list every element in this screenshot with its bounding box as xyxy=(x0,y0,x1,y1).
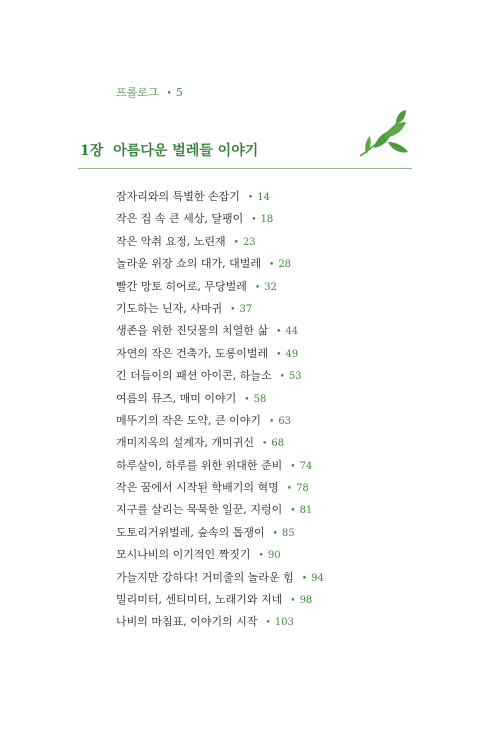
entry-title: 하루살이, 하루를 위한 위대한 준비 xyxy=(116,458,283,472)
bullet-separator: • xyxy=(265,618,271,629)
bullet-separator: • xyxy=(276,327,282,338)
chapter-divider xyxy=(78,168,412,169)
entry-page: 103 xyxy=(274,617,294,629)
entry-title: 도토리거위벌레, 숲속의 톱쟁이 xyxy=(116,525,265,539)
entry-page: 18 xyxy=(260,214,274,226)
bullet-separator: • xyxy=(262,439,268,450)
entry-title: 잠자리와의 특별한 손잡기 xyxy=(116,190,240,203)
entry-page: 63 xyxy=(278,415,292,427)
entry-title: 여름의 뮤즈, 매미 이야기 xyxy=(116,391,237,405)
bullet-separator: • xyxy=(286,484,293,495)
entry-title: 나비의 마침표, 이야기의 시작 xyxy=(116,615,258,629)
entry-page: 90 xyxy=(267,550,281,562)
prologue-entry[interactable] xyxy=(116,84,183,100)
chapter-title: 아름다운 벌레들 이야기 xyxy=(113,143,259,159)
bullet-separator: • xyxy=(269,260,275,271)
entry-page: 74 xyxy=(299,460,313,472)
toc-entry[interactable] xyxy=(116,320,324,342)
bullet-separator: • xyxy=(290,461,296,472)
toc-entry[interactable] xyxy=(116,611,324,633)
bullet-separator: • xyxy=(251,215,257,226)
toc-entry[interactable] xyxy=(116,253,324,275)
entry-page: 28 xyxy=(278,259,292,271)
entry-title: 기도하는 닌자, 사마귀 xyxy=(116,301,223,315)
toc-entry[interactable] xyxy=(116,432,324,454)
entry-title: 밀리미터, 센티미터, 노래기와 지네 xyxy=(116,593,283,607)
entry-title: 개미지옥의 설계자, 개미귀신 xyxy=(116,436,255,450)
toc-entry[interactable] xyxy=(116,208,324,230)
entry-page: 49 xyxy=(285,348,299,360)
entry-page: 37 xyxy=(239,303,253,315)
toc-entry[interactable] xyxy=(116,388,324,410)
toc-entry[interactable] xyxy=(116,410,324,432)
toc-entry[interactable] xyxy=(116,186,324,208)
entry-page: 23 xyxy=(242,236,256,248)
entry-title: 빨간 망토 히어로, 무당벌레 xyxy=(116,279,247,293)
entry-title: 작은 집 속 큰 세상, 달팽이 xyxy=(116,212,244,226)
bullet-separator: • xyxy=(272,528,278,539)
leaf-sprig-icon xyxy=(354,108,414,164)
entry-page: 94 xyxy=(311,572,324,584)
bullet-separator: • xyxy=(301,573,308,584)
bullet-separator: • xyxy=(269,416,275,427)
entry-page: 32 xyxy=(264,281,277,293)
entry-title: 가늘지만 강하다! 거미줄의 놀라운 힘 xyxy=(116,570,294,584)
toc-entry[interactable] xyxy=(116,365,324,387)
toc-entry[interactable] xyxy=(116,544,324,566)
entry-page: 98 xyxy=(299,595,313,607)
entry-title: 작은 꿈에서 시작된 학배기의 혁명 xyxy=(116,481,279,495)
entry-page: 44 xyxy=(285,326,299,338)
toc-entry[interactable] xyxy=(116,276,324,298)
entry-page: 78 xyxy=(296,483,309,495)
entry-title: 메뚜기의 작은 도약, 큰 이야기 xyxy=(116,413,261,427)
bullet-separator: • xyxy=(254,282,261,293)
toc-entry[interactable] xyxy=(116,477,324,499)
entry-page: 81 xyxy=(299,505,313,517)
chapter-number: 1장 xyxy=(80,143,104,159)
entry-page: 14 xyxy=(257,192,270,203)
toc-entry[interactable] xyxy=(116,589,324,611)
bullet-separator: • xyxy=(276,349,282,360)
entry-title: 작은 악취 요정, 노린재 xyxy=(116,234,226,248)
entry-title: 생존을 위한 진딧물의 치열한 삶 xyxy=(116,324,269,338)
entry-title: 놀라운 위장 쇼의 대가, 대벌레 xyxy=(116,257,261,271)
toc-entry[interactable] xyxy=(116,499,324,521)
prologue-title: 프롤로그 xyxy=(116,86,159,99)
bullet-separator: • xyxy=(166,89,172,99)
toc-entry[interactable] xyxy=(116,343,324,365)
entry-page: 53 xyxy=(288,371,302,383)
toc-entry[interactable] xyxy=(116,455,324,477)
bullet-separator: • xyxy=(233,237,239,248)
prologue-page: 5 xyxy=(175,86,183,99)
toc-entry[interactable] xyxy=(116,522,324,544)
toc-entry[interactable] xyxy=(116,298,324,320)
toc-entry[interactable] xyxy=(116,231,324,253)
entry-title: 긴 더듬이의 패션 아이콘, 하늘소 xyxy=(116,369,272,383)
bullet-separator: • xyxy=(247,193,254,203)
bullet-separator: • xyxy=(279,372,285,383)
bullet-separator: • xyxy=(258,551,264,562)
bullet-separator: • xyxy=(290,596,296,607)
toc-list xyxy=(116,186,324,634)
entry-page: 58 xyxy=(253,393,267,405)
entry-title: 모시나비의 이기적인 짝짓기 xyxy=(116,548,251,562)
bullet-separator: • xyxy=(244,394,250,405)
entry-page: 85 xyxy=(281,527,295,539)
chapter-heading[interactable] xyxy=(80,140,258,160)
bullet-separator: • xyxy=(290,506,296,517)
bullet-separator: • xyxy=(230,304,236,315)
entry-title: 자연의 작은 건축가, 도롱이벌레 xyxy=(116,346,269,360)
toc-entry[interactable] xyxy=(116,567,324,589)
entry-page: 68 xyxy=(271,438,285,450)
entry-title: 지구를 살리는 묵묵한 일꾼, 지렁이 xyxy=(116,503,283,517)
